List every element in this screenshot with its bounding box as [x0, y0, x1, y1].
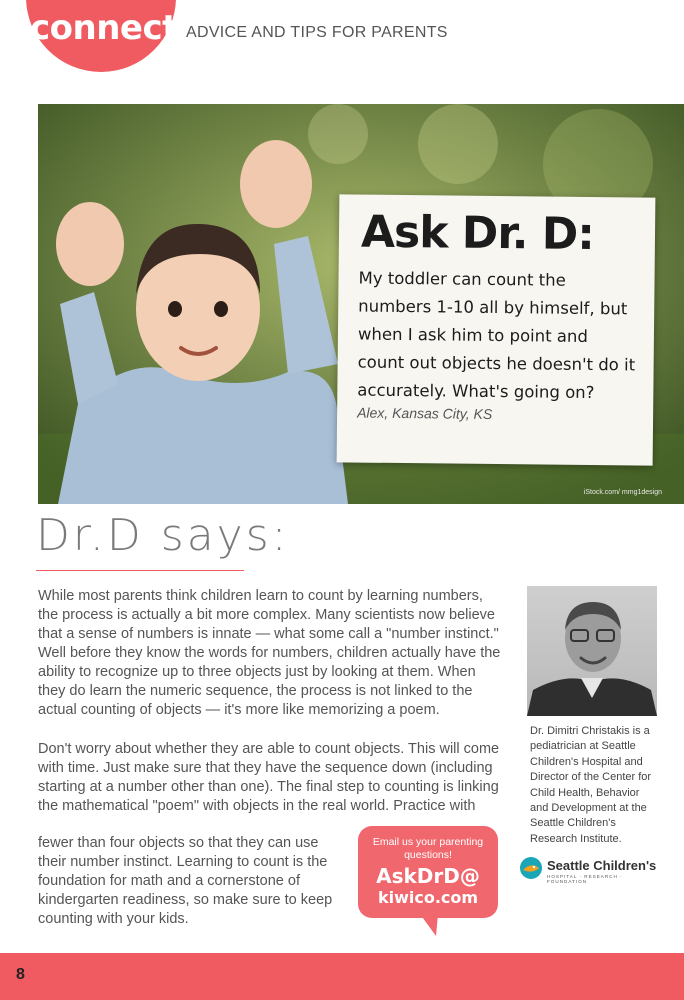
speech-tail: [420, 914, 444, 936]
logo-name: Seattle Children's: [547, 858, 657, 873]
email-callout: [358, 826, 498, 918]
title-underline: [36, 570, 244, 571]
email-handle[interactable]: AskDrD@: [376, 864, 480, 888]
article-paragraph: While most parents think children learn to count by learning numbers, the process is actually a bit more complex. Many scientists now believe that a sense of numbers is innate — what some call a "number instinct." Well before they know the words for numbers, children actually have the ability to recognize up to three objects just by looking at them. When they do learn the numeric sequence, the process is not linked to the actual counting of objects — it's more like memorizing a poem.: [38, 588, 501, 718]
email-domain[interactable]: kiwico.com: [377, 888, 479, 907]
hero-photo: [38, 104, 684, 504]
seattle-childrens-logo: [519, 856, 659, 882]
footer-bar: [0, 953, 684, 1000]
doctor-photo: [527, 586, 657, 716]
ask-card: [337, 194, 656, 465]
whale-logo-icon: [519, 856, 543, 880]
brand-logo: connect: [30, 8, 178, 48]
page-number: 8: [16, 966, 25, 983]
header-tagline: ADVICE AND TIPS FOR PARENTS: [186, 24, 448, 41]
reader-signature: Alex, Kansas City, KS: [357, 404, 493, 422]
photo-credit: iStock.com/ mmg1design: [583, 489, 662, 496]
doctor-portrait: [527, 586, 657, 716]
article-paragraph: Don't worry about whether they are able to count objects. This will come with time. Just make sure that they have the sequence down (including starting at a number other than one). The final step to counting is linking the mathematical "poem" with objects in the real world. Practice with: [38, 741, 500, 814]
doctor-bio: Dr. Dimitri Christakis is a pediatrician at Seattle Children's Hospital and Director of the Center for Child Health, Behavior and Development at the Seattle Children's Research Institute.: [530, 725, 652, 845]
article-paragraph: fewer than four objects so that they can use their number instinct. Learning to count is the foundation for math and a cornerstone of kindergarten readiness, so make sure to keep counting with your kids.: [38, 835, 333, 927]
section-title: Dr.D says:: [36, 510, 290, 561]
email-prompt: Email us your parenting questions!: [372, 836, 484, 861]
logo-subtitle: HOSPITAL · RESEARCH · FOUNDATION: [547, 874, 623, 884]
ask-title: Ask Dr. D:: [360, 206, 595, 261]
reader-question: My toddler can count the numbers 1-10 all by himself, but when I ask him to point and count out objects he doesn't do it accurately. What's going on?: [357, 268, 636, 403]
